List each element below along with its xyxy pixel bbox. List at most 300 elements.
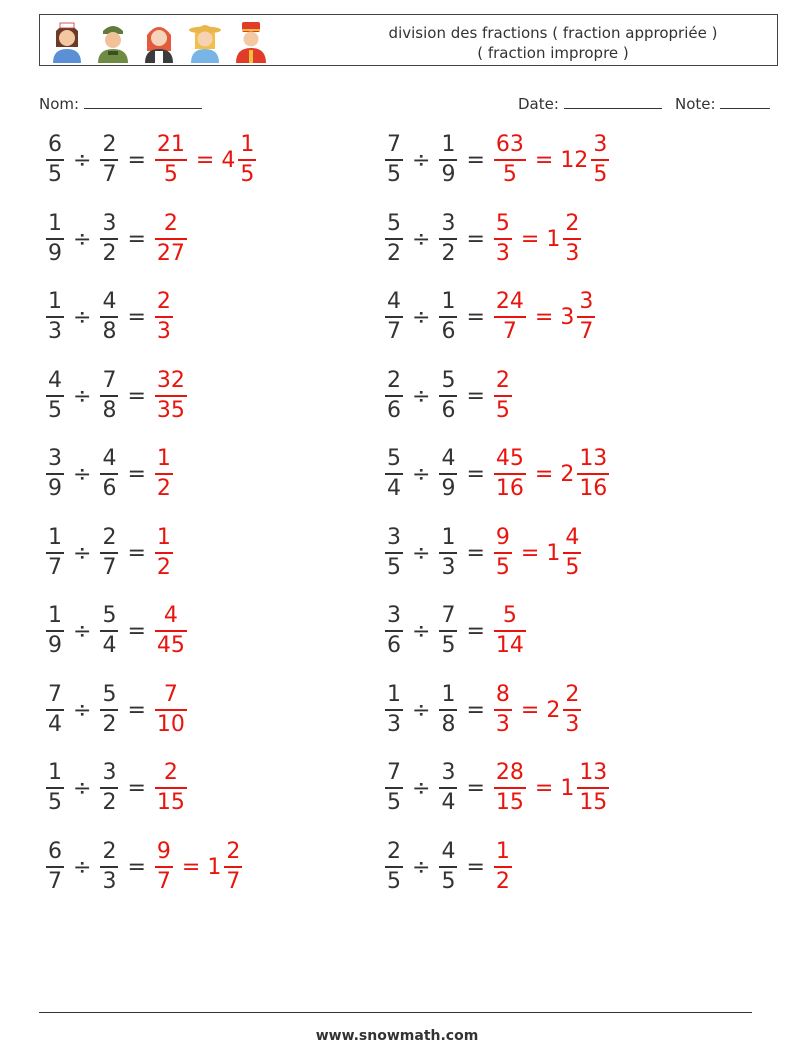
answer [492,131,611,189]
denominator: 3 [565,711,580,737]
numerator: 7 [48,682,62,708]
dividend-fraction [385,681,403,739]
numerator: 7 [163,682,178,708]
answer [492,838,514,896]
numerator: 4 [102,289,117,315]
mixed-fraction [577,759,609,817]
mixed-fraction [238,131,256,189]
denominator: 6 [441,397,456,423]
denominator: 15 [156,789,185,815]
numerator: 3 [48,446,62,472]
mixed-fraction [563,524,581,582]
divisor-fraction [100,131,118,189]
denominator: 4 [387,475,401,501]
divisor-fraction [100,681,118,739]
denominator: 35 [156,397,185,423]
numerator: 21 [156,132,185,158]
answer [492,524,583,582]
divide-sign: ÷ [73,540,92,566]
equals-sign: = [520,226,540,252]
numerator: 7 [102,368,117,394]
dividend-fraction [46,759,64,817]
dividend-fraction [46,210,64,268]
note-label: Note: [675,95,716,113]
numerator: 4 [48,368,62,394]
problem-item [383,755,611,821]
problem-item [44,363,189,429]
numerator: 2 [163,211,178,237]
title-line-2: ( fraction impropre ) [477,44,629,62]
numerator: 5 [102,682,117,708]
problem-item [383,834,514,900]
numerator: 2 [495,368,510,394]
dividend-fraction [385,759,403,817]
divide-sign: ÷ [73,147,92,173]
numerator: 1 [48,211,62,237]
dividend-fraction [385,445,403,503]
denominator: 15 [579,789,608,815]
numerator: 1 [441,132,456,158]
answer-fraction [155,288,173,346]
mixed-whole: 1 [207,854,222,880]
denominator: 6 [102,475,117,501]
numerator: 5 [387,211,401,237]
divide-sign: ÷ [73,226,92,252]
denominator: 5 [387,789,401,815]
divide-sign: ÷ [412,226,431,252]
avatar-row [48,19,270,63]
numerator: 2 [565,211,580,237]
denominator: 2 [156,554,171,580]
equals-sign: = [534,304,554,330]
numerator: 2 [387,368,401,394]
divide-sign: ÷ [412,618,431,644]
denominator: 7 [226,868,241,894]
divisor-fraction [439,524,457,582]
answer [492,681,583,739]
answer-fraction [155,681,187,739]
name-line [84,94,202,109]
problem-item [383,284,597,350]
denominator: 5 [495,554,510,580]
numerator: 4 [441,446,456,472]
equals-sign: = [127,304,146,330]
answer [153,131,258,189]
denominator: 5 [387,161,401,187]
name-label: Nom: [39,95,80,113]
equals-sign: = [127,618,146,644]
divide-sign: ÷ [73,461,92,487]
denominator: 2 [102,240,117,266]
divisor-fraction [100,445,118,503]
numerator: 3 [102,211,117,237]
denominator: 5 [495,397,510,423]
equals-sign: = [466,383,485,409]
denominator: 6 [387,397,401,423]
dividend-fraction [46,131,64,189]
numerator: 2 [226,839,241,865]
denominator: 5 [441,868,456,894]
problem-item [44,127,258,193]
numerator: 7 [387,132,401,158]
denominator: 4 [48,711,62,737]
mixed-fraction [563,210,581,268]
footer-divider [39,1012,752,1013]
dividend-fraction [385,288,403,346]
denominator: 7 [102,161,117,187]
equals-sign: = [534,775,554,801]
mixed-fraction [224,838,242,896]
divisor-fraction [100,367,118,425]
numerator: 2 [387,839,401,865]
problem-item [44,206,189,272]
answer [153,524,175,582]
denominator: 3 [48,318,62,344]
dividend-fraction [46,838,64,896]
denominator: 6 [387,632,401,658]
soldier-avatar-icon [94,19,132,63]
numerator: 1 [48,525,62,551]
numerator: 9 [156,839,171,865]
denominator: 6 [441,318,456,344]
problem-item [44,677,189,743]
equals-sign: = [127,383,146,409]
denominator: 7 [387,318,401,344]
numerator: 3 [441,760,456,786]
title-line-1: division des fractions ( fraction appropriée ) [388,24,718,42]
denominator: 2 [156,475,171,501]
divide-sign: ÷ [73,304,92,330]
divide-sign: ÷ [73,775,92,801]
date-field[interactable] [518,94,662,113]
numerator: 3 [579,289,594,315]
denominator: 5 [48,161,62,187]
numerator: 7 [387,760,401,786]
denominator: 45 [156,632,185,658]
problem-item [44,834,244,900]
divisor-fraction [439,838,457,896]
divisor-fraction [100,210,118,268]
denominator: 5 [163,161,178,187]
numerator: 2 [565,682,580,708]
date-line [564,94,662,109]
mixed-fraction [563,681,581,739]
answer [492,759,611,817]
denominator: 2 [102,789,117,815]
dividend-fraction [46,367,64,425]
numerator: 2 [102,525,117,551]
denominator: 3 [102,868,117,894]
answer-fraction [494,681,512,739]
denominator: 9 [48,632,62,658]
divide-sign: ÷ [412,147,431,173]
denominator: 8 [102,318,117,344]
problem-item [44,755,189,821]
divisor-fraction [100,759,118,817]
denominator: 3 [441,554,456,580]
denominator: 9 [48,240,62,266]
equals-sign: = [466,697,485,723]
answer-fraction [494,131,526,189]
problem-item [383,363,514,429]
dividend-fraction [385,131,403,189]
denominator: 15 [495,789,524,815]
answer [153,288,175,346]
numerator: 2 [102,132,117,158]
divisor-fraction [439,759,457,817]
denominator: 14 [495,632,524,658]
dividend-fraction [385,838,403,896]
divisor-fraction [100,838,118,896]
numerator: 5 [502,603,517,629]
numerator: 1 [441,525,456,551]
answer-fraction [494,838,512,896]
numerator: 3 [102,760,117,786]
denominator: 2 [102,711,117,737]
numerator: 13 [579,446,608,472]
divide-sign: ÷ [412,775,431,801]
problem-item [44,520,175,586]
mixed-fraction [591,131,609,189]
denominator: 9 [441,475,456,501]
answer-fraction [494,445,526,503]
divisor-fraction [439,681,457,739]
problem-item [383,441,611,507]
denominator: 4 [102,632,117,658]
note-line [720,94,770,109]
answer-fraction [494,759,526,817]
problem-item [44,598,189,664]
problem-item [383,520,583,586]
divisor-fraction [100,602,118,660]
numerator: 1 [495,839,510,865]
equals-sign: = [127,461,146,487]
numerator: 4 [102,446,117,472]
nurse-avatar-icon [48,19,86,63]
answer-fraction [155,367,187,425]
denominator: 5 [387,554,401,580]
divisor-fraction [439,367,457,425]
denominator: 3 [495,240,510,266]
problem-item [383,677,583,743]
answer [153,602,189,660]
denominator: 7 [579,318,594,344]
numerator: 7 [441,603,456,629]
numerator: 5 [441,368,456,394]
divide-sign: ÷ [412,383,431,409]
numerator: 1 [48,760,62,786]
mixed-whole: 4 [221,147,236,173]
numerator: 8 [495,682,510,708]
problem-item [383,127,611,193]
numerator: 1 [387,682,401,708]
numerator: 2 [163,760,178,786]
answer-fraction [494,288,526,346]
denominator: 27 [156,240,185,266]
mixed-whole: 3 [560,304,575,330]
numerator: 5 [495,211,510,237]
divisor-fraction [439,288,457,346]
numerator: 3 [387,525,401,551]
denominator: 9 [48,475,62,501]
problem-item [44,284,175,350]
denominator: 8 [102,397,117,423]
denominator: 5 [441,632,456,658]
problem-item [383,206,583,272]
denominator: 7 [502,318,517,344]
denominator: 5 [240,161,255,187]
mixed-whole: 12 [560,147,589,173]
numerator: 3 [593,132,608,158]
mixed-whole: 2 [560,461,575,487]
equals-sign: = [520,540,540,566]
equals-sign: = [466,854,485,880]
denominator: 10 [156,711,185,737]
denominator: 16 [579,475,608,501]
denominator: 8 [441,711,456,737]
equals-sign: = [181,854,201,880]
numerator: 1 [156,446,171,472]
mixed-whole: 2 [546,697,561,723]
answer-fraction [155,838,173,896]
woman-avatar-icon [140,19,178,63]
problem-item [44,441,175,507]
numerator: 2 [156,289,171,315]
mixed-fraction [577,445,609,503]
denominator: 3 [495,711,510,737]
note-field[interactable] [675,94,770,113]
equals-sign: = [534,147,554,173]
numerator: 1 [48,603,62,629]
mixed-whole: 1 [546,540,561,566]
answer-fraction [155,759,187,817]
answer-fraction [494,524,512,582]
mixed-fraction [577,288,595,346]
answer [492,367,514,425]
numerator: 24 [495,289,524,315]
divide-sign: ÷ [73,618,92,644]
answer [153,445,175,503]
numerator: 1 [441,289,456,315]
denominator: 7 [48,868,62,894]
equals-sign: = [127,697,146,723]
mixed-whole: 1 [546,226,561,252]
divisor-fraction [100,288,118,346]
answer-fraction [494,210,512,268]
numerator: 1 [48,289,62,315]
numerator: 63 [495,132,524,158]
answer [492,210,583,268]
answer [492,288,597,346]
divisor-fraction [439,445,457,503]
dividend-fraction [46,288,64,346]
denominator: 9 [441,161,456,187]
dividend-fraction [385,367,403,425]
answer-fraction [494,602,526,660]
denominator: 7 [102,554,117,580]
equals-sign: = [466,147,485,173]
header-box [39,14,778,66]
worksheet-title [343,23,763,63]
divisor-fraction [439,131,457,189]
divide-sign: ÷ [412,697,431,723]
equals-sign: = [466,226,485,252]
equals-sign: = [127,226,146,252]
footer-url: www.snowmath.com [315,1028,479,1044]
divisor-fraction [439,602,457,660]
denominator: 5 [593,161,608,187]
answer-fraction [155,210,187,268]
numerator: 6 [48,132,62,158]
answer-fraction [155,131,187,189]
numerator: 4 [441,839,456,865]
numerator: 45 [495,446,524,472]
date-label: Date: [518,95,559,113]
guard-avatar-icon [232,19,270,63]
dividend-fraction [46,602,64,660]
divide-sign: ÷ [73,383,92,409]
denominator: 2 [387,240,401,266]
divide-sign: ÷ [73,854,92,880]
denominator: 4 [441,789,456,815]
denominator: 5 [387,868,401,894]
numerator: 4 [387,289,401,315]
equals-sign: = [127,775,146,801]
equals-sign: = [195,147,215,173]
answer-fraction [494,367,512,425]
divide-sign: ÷ [412,540,431,566]
divide-sign: ÷ [412,854,431,880]
answer [153,210,189,268]
numerator: 1 [240,132,255,158]
numerator: 3 [441,211,456,237]
answer [153,367,189,425]
name-field[interactable] [39,94,202,113]
numerator: 3 [387,603,401,629]
denominator: 7 [48,554,62,580]
denominator: 3 [565,240,580,266]
divisor-fraction [100,524,118,582]
dividend-fraction [385,602,403,660]
numerator: 4 [163,603,178,629]
numerator: 13 [579,760,608,786]
answer [492,445,611,503]
answer-fraction [155,602,187,660]
denominator: 5 [565,554,580,580]
divide-sign: ÷ [412,304,431,330]
numerator: 1 [441,682,456,708]
equals-sign: = [466,461,485,487]
numerator: 5 [387,446,401,472]
answer-fraction [155,445,173,503]
answer [492,602,528,660]
denominator: 5 [48,789,62,815]
numerator: 9 [495,525,510,551]
equals-sign: = [127,540,146,566]
dividend-fraction [46,681,64,739]
numerator: 5 [102,603,117,629]
dividend-fraction [385,524,403,582]
dividend-fraction [385,210,403,268]
numerator: 32 [156,368,185,394]
denominator: 7 [156,868,171,894]
denominator: 16 [495,475,524,501]
answer-fraction [155,524,173,582]
farmer-avatar-icon [186,19,224,63]
denominator: 5 [48,397,62,423]
problem-item [383,598,528,664]
equals-sign: = [534,461,554,487]
